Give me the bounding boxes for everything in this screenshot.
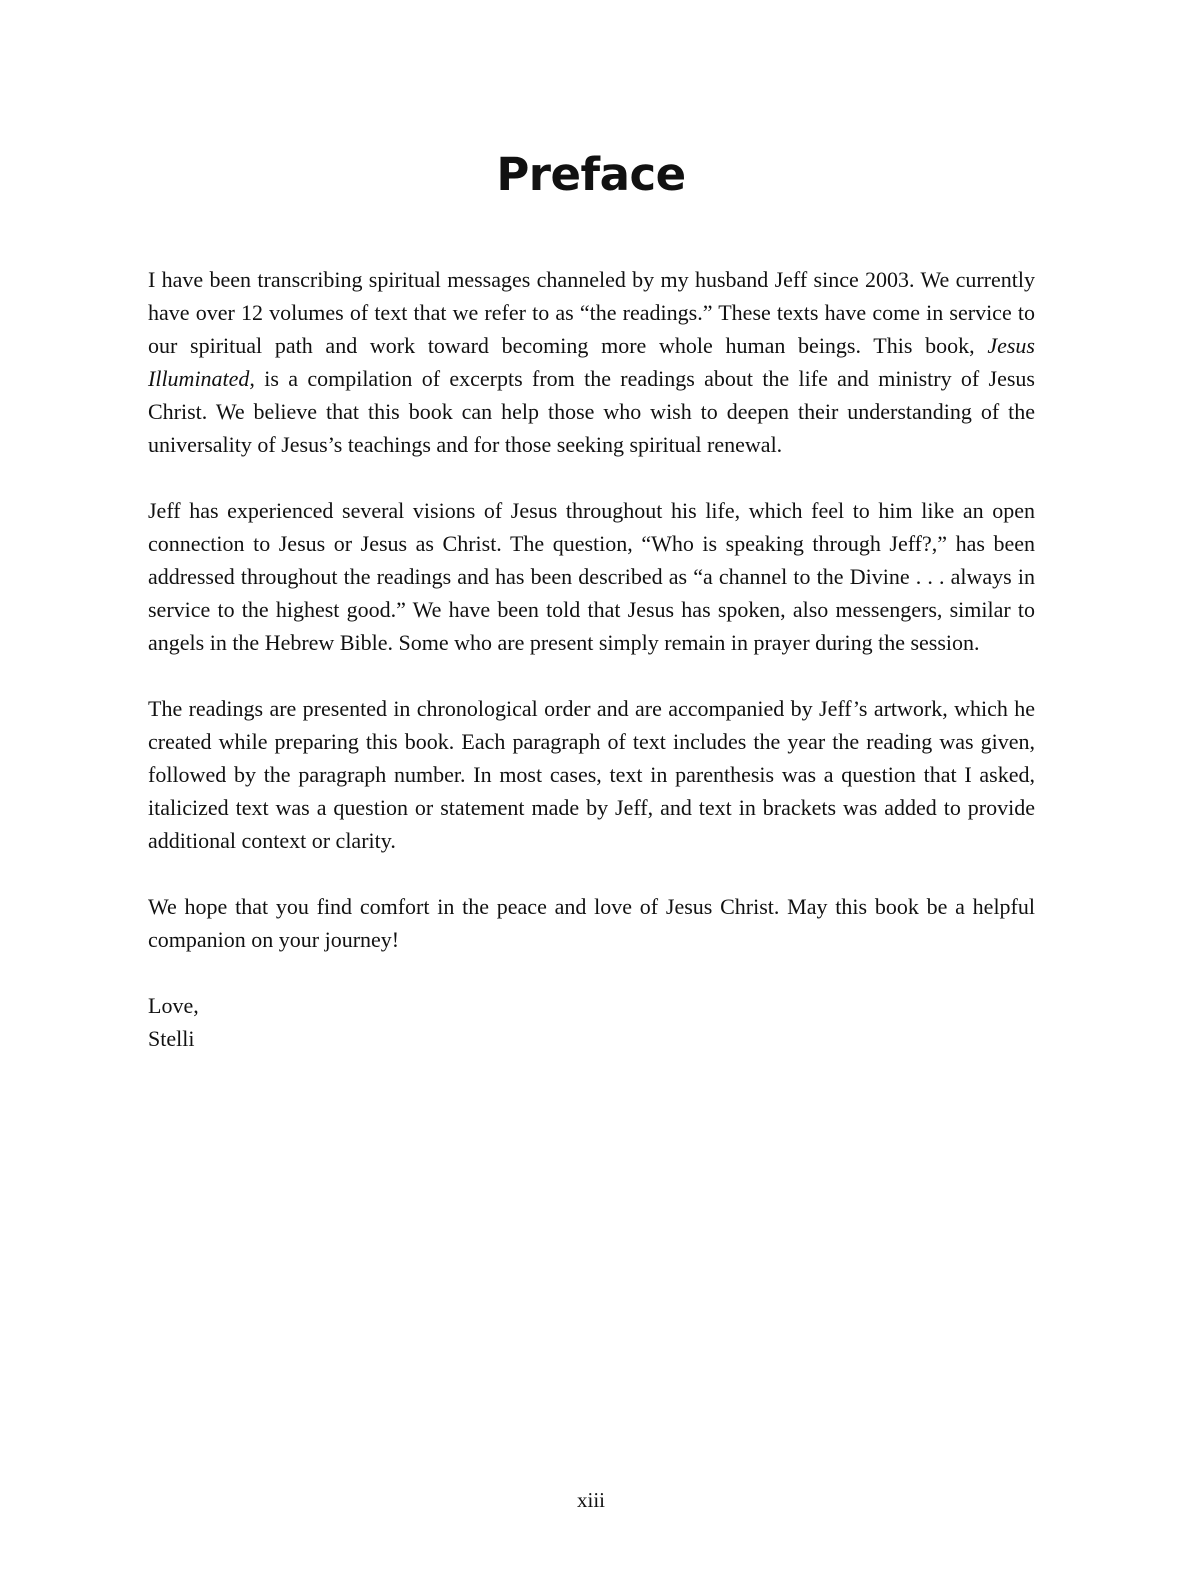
signoff (148, 989, 1035, 1055)
paragraph-2: Jeff has experienced several visions of Jesus throughout his life, which feel to him like an open connection to Jesus or Jesus as Christ. The question, “Who is speaking through Jeff?,” has been addressed throughout the readings and has been described as “a channel to the Divine . . . always in service to the highest good.” We have been told that Jesus has spoken, also messengers, similar to angels in the Hebrew Bible. Some who are present simply remain in prayer during the session. (148, 498, 1035, 655)
page-title: Preface (496, 148, 686, 201)
signoff-name: Stelli (148, 1026, 195, 1051)
paragraph-1-text-start: I have been transcribing spiritual messages channeled by my husband Jeff since 2003. We currently have over 12 volumes of text that we refer to as “the readings.” These texts have come in service to our spiritual path and work toward becoming more whole human beings. This book, (148, 267, 1035, 358)
paragraph-4: We hope that you find comfort in the peace and love of Jesus Christ. May this book be a helpful companion on your journey! (148, 894, 1035, 952)
preface-body (148, 263, 1035, 1055)
book-title-italic: Jesus Illuminated, (148, 333, 1035, 391)
paragraph-1 (148, 263, 1035, 461)
signoff-closing: Love, (148, 993, 199, 1018)
paragraph-1-text-end: is a compilation of excerpts from the readings about the life and ministry of Jesus Christ. We believe that this book can help those who wish to deepen their understanding of the universality of Jesus’s teachings and for those seeking spiritual renewal. (148, 366, 1035, 457)
page-number: xiii (576, 1488, 605, 1512)
paragraph-3: The readings are presented in chronological order and are accompanied by Jeff’s artwork, which he created while preparing this book. Each paragraph of text includes the year the reading was given, followed by the paragraph number. In most cases, text in parenthesis was a question that I asked, italicized text was a question or statement made by Jeff, and text in brackets was added to provide additional context or clarity. (148, 696, 1035, 853)
